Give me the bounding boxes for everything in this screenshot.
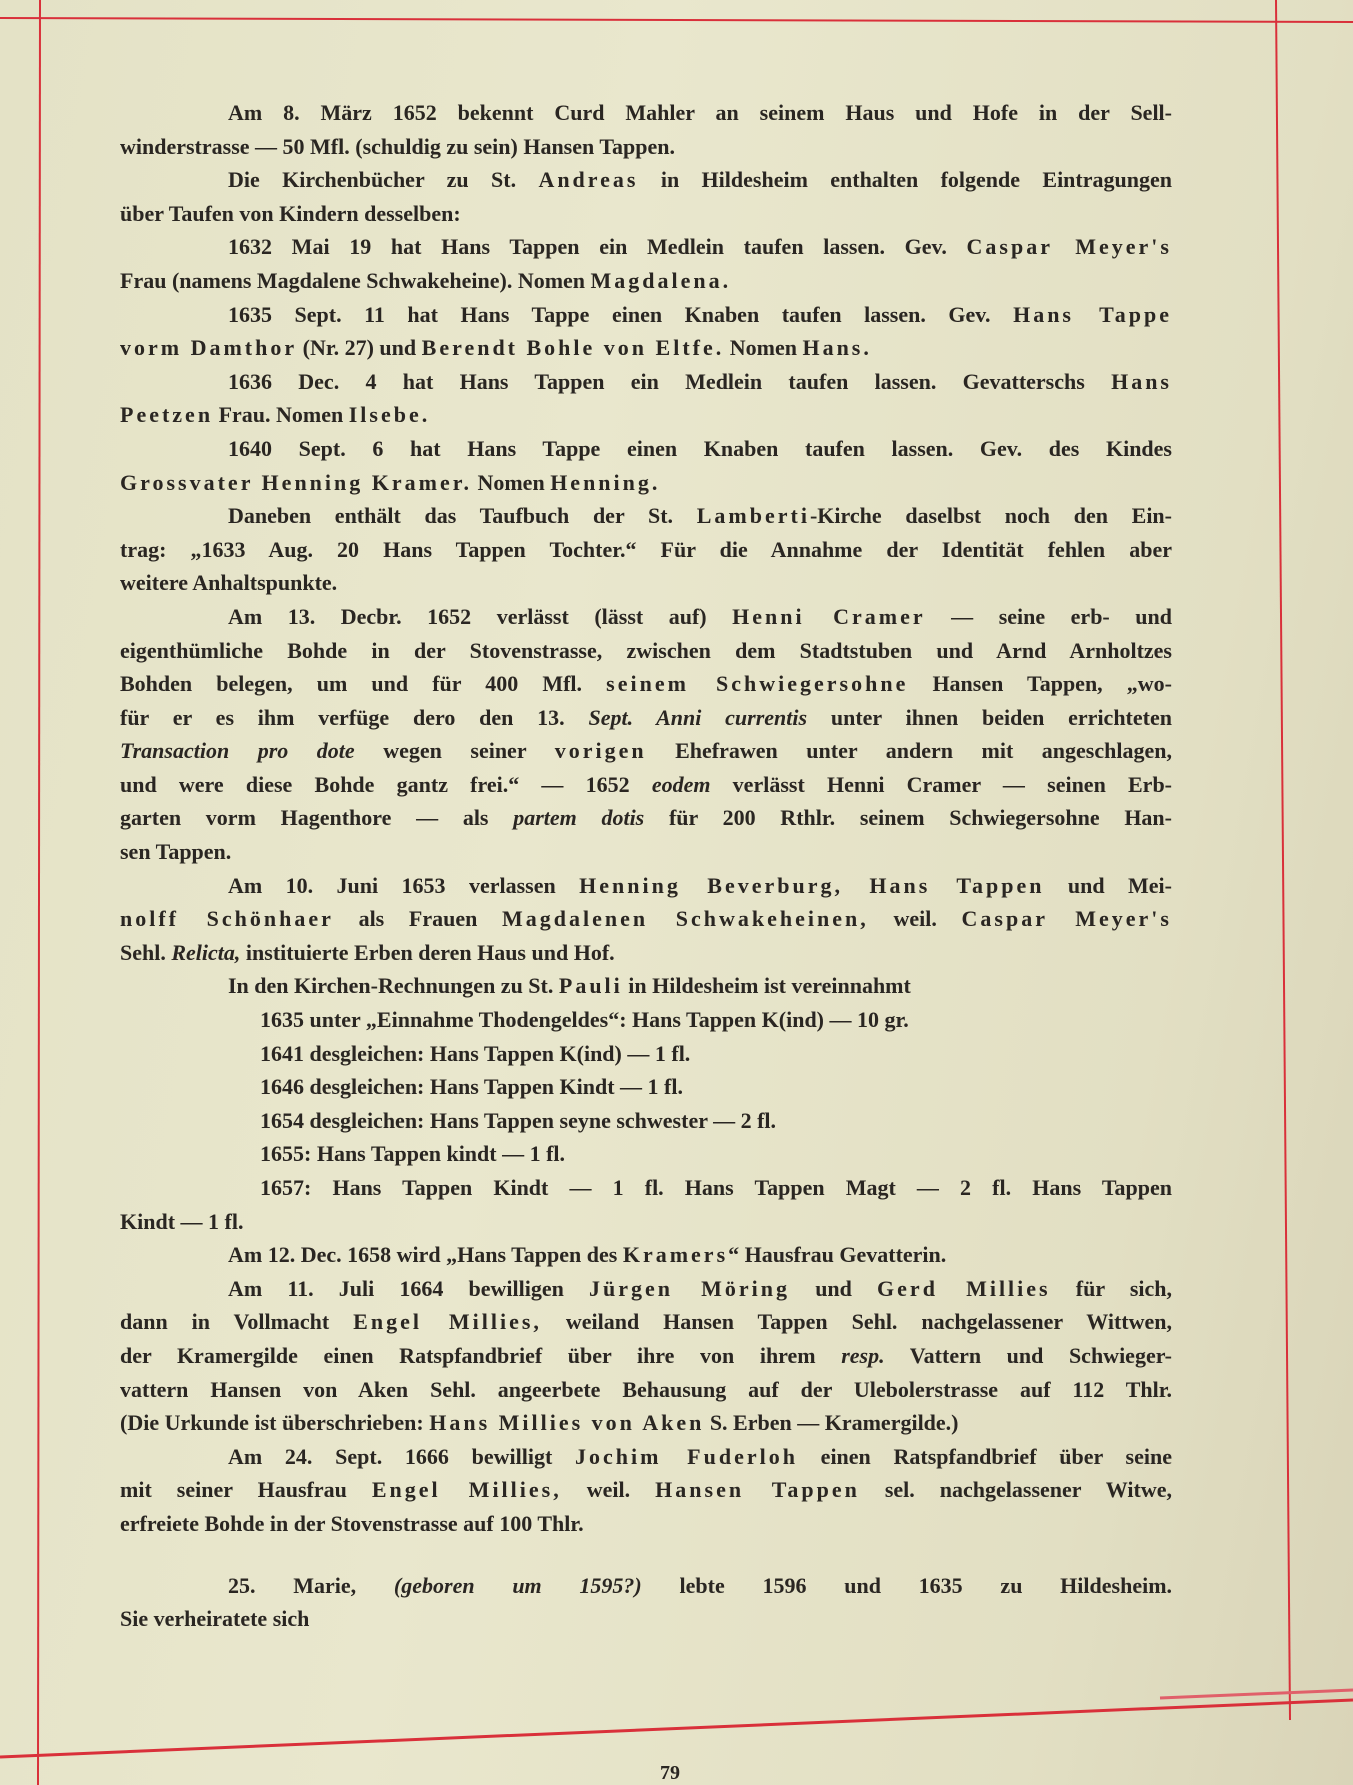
text-segment: 1632 Mai 19 hat Hans Tappen ein Medlein taufen lassen. Gev. (228, 234, 967, 260)
text-segment: 1655: Hans Tappen kindt — 1 fl. (260, 1141, 566, 1167)
text-line (120, 1238, 1172, 1272)
text-segment: wegen seiner (354, 738, 555, 764)
spaced-name-segment: Berendt Bohle von Eltfe. (421, 335, 725, 361)
text-segment: Kindt — 1 fl. (120, 1208, 244, 1234)
text-line (120, 1473, 1172, 1507)
text-segment: weil. (561, 1477, 656, 1503)
text-line (120, 197, 1172, 231)
text-line (120, 902, 1172, 936)
text-segment: 1640 Sept. 6 hat Hans Tappe einen Knaben taufen lassen. Gev. des Kindes (228, 435, 1172, 461)
text-segment: Am 8. März 1652 bekennt Curd Mahler an seinem Haus und Hofe in der Sell- (228, 100, 1172, 125)
italic-segment: eodem (651, 771, 711, 797)
text-line (120, 163, 1172, 197)
text-line (120, 1171, 1172, 1205)
text-line (120, 432, 1172, 466)
text-segment: “ Hausfrau Gevatterin. (728, 1242, 947, 1268)
text-line (120, 835, 1172, 869)
text-segment: — seine erb- und (925, 603, 1172, 629)
spaced-name-segment: Grossvater Henning Kramer. (120, 469, 472, 495)
paragraph (120, 600, 1172, 869)
paragraph (120, 365, 1172, 432)
spaced-name-segment: Hansen Tappen (655, 1477, 860, 1503)
text-segment: weiland Hansen Tappen Sehl. nachgelassener Wittwen, (541, 1309, 1173, 1335)
text-segment: erfreiete Bohde in der Stovenstrasse auf 100 Thlr. (120, 1510, 584, 1536)
italic-segment: partem dotis (513, 805, 645, 831)
text-segment: Am 11. Juli 1664 bewilligen (228, 1275, 590, 1301)
text-segment: Sie verheiratete sich (120, 1606, 310, 1632)
text-line (120, 969, 1172, 1003)
paragraph (120, 163, 1172, 230)
text-segment: garten vorm Hagenthore — als (120, 805, 514, 831)
paragraph (120, 1137, 1172, 1171)
text-segment: Frau (namens Magdalene Schwakeheine). Nomen (120, 267, 591, 293)
text-segment: In den Kirchen-Rechnungen zu St. (228, 973, 559, 999)
paragraph (120, 298, 1172, 365)
spaced-name-segment: Jürgen Möring (589, 1275, 791, 1301)
text-line (120, 1070, 1172, 1104)
text-line (120, 1305, 1172, 1339)
text-segment: 1641 desgleichen: Hans Tappen K(ind) — 1 fl. (260, 1040, 691, 1066)
text-segment: Am 12. Dec. 1658 wird „Hans Tappen des (228, 1242, 623, 1268)
text-segment: 25. Marie, (228, 1572, 394, 1598)
text-segment: und Mei- (1044, 872, 1172, 898)
text-line (120, 566, 1172, 600)
text-segment: (Nr. 27) und (297, 335, 422, 361)
text-segment: Nomen (471, 469, 551, 495)
text-segment: sen Tappen. (120, 839, 232, 865)
spaced-name-segment: Caspar Meyer's (961, 906, 1172, 932)
left-rule (38, 0, 40, 1785)
paragraph-gap (120, 1541, 1172, 1569)
text-segment: und (790, 1275, 878, 1301)
spaced-name-segment: Gerd Millies (877, 1275, 1051, 1301)
spaced-name-segment: Magdalenen Schwakeheinen, (502, 906, 869, 932)
spaced-name-segment: Henning Beverburg, Hans Tappen (579, 872, 1045, 898)
text-segment: 1646 desgleichen: Hans Tappen Kindt — 1 fl. (260, 1074, 683, 1100)
text-line (120, 398, 1172, 432)
text-line (120, 634, 1172, 668)
text-segment: vattern Hansen von Aken Sehl. angeerbete Behausung auf der Ulebolerstrasse auf 112 Thlr. (120, 1376, 1172, 1402)
text-segment: Am 10. Juni 1653 verlassen (228, 872, 580, 898)
paragraph (120, 1070, 1172, 1104)
text-segment: winderstrasse — 50 Mfl. (schuldig zu sein) Hansen Tappen. (120, 133, 675, 159)
spaced-name-segment: Engel Millies, (371, 1477, 562, 1503)
paragraph (120, 96, 1172, 163)
spaced-name-segment: Henning. (550, 469, 661, 495)
paragraph (120, 1037, 1172, 1071)
text-segment: Bohden belegen, um und für 400 Mfl. (120, 671, 607, 697)
text-line (120, 230, 1172, 264)
italic-segment: Sept. Anni currentis (588, 704, 808, 730)
text-segment: sel. nachgelassener Witwe, (859, 1477, 1172, 1503)
spaced-name-segment: vorm Damthor (120, 335, 298, 361)
paragraph (120, 1569, 1172, 1636)
text-segment: der Kramergilde einen Ratspfandbrief über ihre von ihrem (120, 1342, 842, 1368)
text-segment: Vattern und Schwieger- (884, 1342, 1172, 1368)
text-segment: in Hildesheim ist vereinnahmt (622, 973, 911, 999)
text-segment: weitere Anhaltspunkte. (120, 570, 338, 596)
paragraph (120, 432, 1172, 499)
text-line (120, 533, 1172, 567)
text-line (120, 801, 1172, 835)
text-line (120, 869, 1172, 903)
text-line (120, 130, 1172, 164)
spaced-name-segment: Andreas (538, 167, 639, 193)
text-segment: Am 24. Sept. 1666 bewilligt (228, 1443, 576, 1469)
text-segment: für 200 Rthlr. seinem Schwiegersohne Han- (644, 805, 1172, 831)
text-line (120, 667, 1172, 701)
spaced-name-segment: seinem Schwiegersohne (606, 671, 909, 697)
text-segment: (Die Urkunde ist überschrieben: (120, 1410, 430, 1436)
paragraph (120, 1238, 1172, 1272)
text-segment: eigenthümliche Bohde in der Stovenstrasse, zwischen dem Stadtstuben und Arnd Arnholtzes (120, 637, 1172, 663)
text-line (120, 466, 1172, 500)
italic-segment: resp. (841, 1342, 885, 1368)
text-line (120, 600, 1172, 634)
bottom-rule (0, 1700, 1353, 1757)
text-segment: 1635 unter „Einnahme Thodengeldes“: Hans Tappen K(ind) — 10 gr. (260, 1007, 909, 1033)
text-line (120, 499, 1172, 533)
text-segment: Frau. Nomen (213, 402, 349, 428)
text-line (120, 264, 1172, 298)
text-segment: Am 13. Decbr. 1652 verlässt (lässt auf) (228, 603, 733, 629)
paragraph (120, 499, 1172, 600)
right-rule (1276, 0, 1290, 1720)
text-line (120, 96, 1172, 130)
text-line (120, 1440, 1172, 1474)
text-line (120, 1003, 1172, 1037)
text-segment: als Frauen (333, 906, 503, 932)
text-line (120, 298, 1172, 332)
text-segment: S. Erben — Kramergilde.) (704, 1410, 959, 1436)
paragraph (120, 1171, 1172, 1238)
spaced-name-segment: Jochim Fuderloh (575, 1443, 798, 1469)
italic-segment: Transaction pro dote (120, 738, 355, 764)
text-segment: und were diese Bohde gantz frei.“ — 1652 (120, 771, 652, 797)
text-line (120, 1373, 1172, 1407)
spaced-name-segment: nolff Schönhaer (120, 906, 334, 932)
paragraph (120, 869, 1172, 970)
spaced-name-segment: Pauli (558, 973, 623, 999)
bottom-right-rule (1160, 1690, 1353, 1698)
page-number: 79 (660, 1762, 680, 1784)
text-line (120, 768, 1172, 802)
text-segment: in Hildesheim enthalten folgende Eintragungen (638, 167, 1172, 193)
text-segment: 1654 desgleichen: Hans Tappen seyne schwester — 2 fl. (260, 1107, 777, 1133)
text-segment: über Taufen von Kindern desselben: (120, 200, 461, 226)
text-segment: unter ihnen beiden errichteten (807, 704, 1172, 730)
spaced-name-segment: vorigen (554, 738, 647, 764)
top-rule (0, 18, 1353, 22)
paragraph (120, 1003, 1172, 1037)
spaced-name-segment: Henni Cramer (732, 603, 926, 629)
text-line (120, 1037, 1172, 1071)
text-segment: einen Ratspfandbrief über seine (797, 1443, 1172, 1469)
text-segment: Ehefrawen unter andern mit angeschlagen, (646, 738, 1172, 764)
text-line (120, 365, 1172, 399)
spaced-name-segment: Engel Millies, (353, 1309, 542, 1335)
paragraph (120, 230, 1172, 297)
paragraph (120, 1104, 1172, 1138)
text-segment: lebte 1596 und 1635 zu Hildesheim. (641, 1572, 1173, 1598)
text-segment: mit seiner Hausfrau (120, 1477, 372, 1503)
text-segment: instituierte Erben deren Haus und Hof. (240, 939, 615, 965)
text-line (120, 1137, 1172, 1171)
text-segment: Hansen Tappen, „wo- (908, 671, 1173, 697)
spaced-name-segment: Hans Millies von Aken (429, 1410, 705, 1436)
text-segment: 1657: Hans Tappen Kindt — 1 fl. Hans Tappen Magt — 2 fl. Hans Tappen (260, 1175, 1172, 1200)
text-segment: 1635 Sept. 11 hat Hans Tappe einen Knaben taufen lassen. Gev. (228, 301, 1014, 327)
text-segment: für sich, (1050, 1275, 1172, 1301)
spaced-name-segment: Hans (1111, 368, 1172, 394)
text-line (120, 331, 1172, 365)
text-line (120, 701, 1172, 735)
paragraph (120, 1272, 1172, 1440)
text-line (120, 1602, 1172, 1636)
text-segment: -Kirche daselbst noch den Ein- (809, 503, 1172, 529)
spaced-name-segment: Peetzen (120, 402, 214, 428)
spaced-name-segment: Hans. (802, 335, 872, 361)
text-segment: verlässt Henni Cramer — seinen Erb- (710, 771, 1173, 797)
text-line (120, 1507, 1172, 1541)
text-line (120, 1272, 1172, 1306)
text-line (120, 1406, 1172, 1440)
spaced-name-segment: Caspar Meyer's (966, 234, 1172, 260)
text-line (120, 1569, 1172, 1603)
text-line (120, 1339, 1172, 1373)
text-segment: für er es ihm verfüge dero den 13. (120, 704, 589, 730)
spaced-name-segment: Hans Tappe (1013, 301, 1173, 327)
paragraph (120, 1440, 1172, 1541)
document-body (120, 96, 1172, 1636)
text-segment: Die Kirchenbücher zu St. (228, 167, 539, 193)
text-segment: Nomen (724, 335, 803, 361)
text-segment: weil. (868, 906, 962, 932)
text-line (120, 1205, 1172, 1239)
text-segment: trag: „1633 Aug. 20 Hans Tappen Tochter.“ Für die Annahme der Identität fehlen aber (120, 536, 1172, 562)
text-segment: dann in Vollmacht (120, 1309, 354, 1335)
text-segment: Daneben enthält das Taufbuch der St. (228, 503, 697, 529)
spaced-name-segment: Magdalena. (590, 267, 732, 293)
italic-segment: (geboren um 1595?) (393, 1572, 642, 1598)
spaced-name-segment: Ilsebe. (348, 402, 431, 428)
paragraph (120, 969, 1172, 1003)
text-segment: Sehl. (120, 939, 172, 965)
spaced-name-segment: Kramers (622, 1242, 729, 1268)
text-line (120, 1104, 1172, 1138)
spaced-name-segment: Lamberti (696, 503, 810, 529)
text-segment: 1636 Dec. 4 hat Hans Tappen ein Medlein taufen lassen. Gevatterschs (228, 368, 1112, 394)
italic-segment: Relicta, (171, 939, 241, 965)
text-line (120, 734, 1172, 768)
text-line (120, 936, 1172, 970)
